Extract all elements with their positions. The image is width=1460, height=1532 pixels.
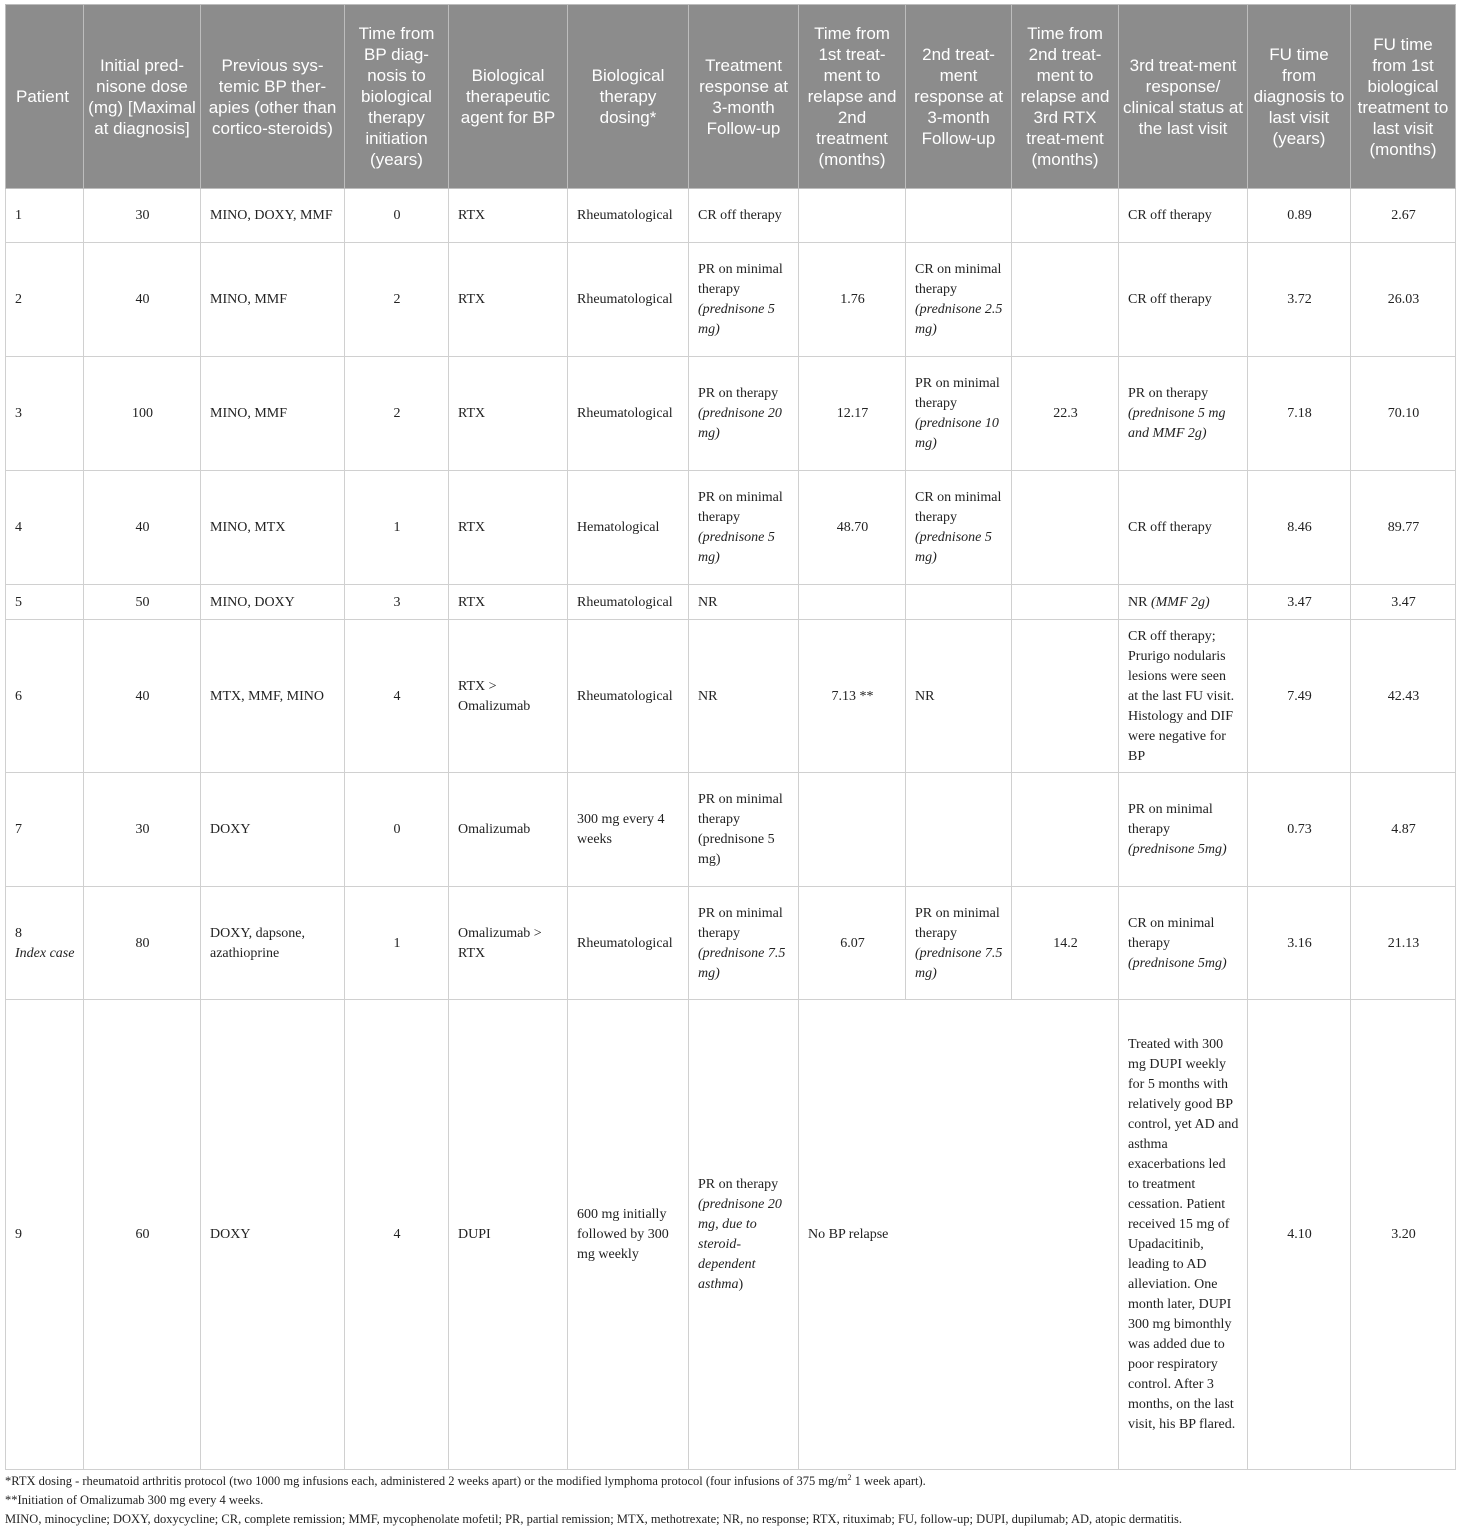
footnote-rtx-dosing: *RTX dosing - rheumatoid arthritis protocol (two 1000 mg infusions each, administered 2 weeks apart) or the modified lymphoma protocol (four infusions of 375 $mg/m^2$ 1 week apart). [5,1472,926,1488]
patient-cell: 5 [6,585,84,620]
table-row [6,620,1456,773]
cell-note: (prednisone 5 mg) [698,302,775,337]
time-to-relapse-1-cell: 7.13 ** [799,620,906,773]
fu-months-cell: 70.10 [1351,357,1456,471]
fu-years-cell: 7.18 [1248,357,1351,471]
table-row [6,471,1456,585]
dose-cell: 30 [84,773,201,887]
dose-cell: 100 [84,357,201,471]
response-last-cell: CR off therapy [1119,189,1248,243]
agent-cell: RTX [449,471,568,585]
fu-months-cell: 21.13 [1351,887,1456,1000]
fu-months-cell: 89.77 [1351,471,1456,585]
table-row [6,773,1456,887]
time-to-relapse-1-cell [799,773,906,887]
previous-therapies-cell: MTX, MMF, MINO [201,620,345,773]
dosing-cell: Hematological [568,471,689,585]
table-row [6,189,1456,243]
agent-cell: Omalizumab [449,773,568,887]
previous-therapies-cell: DOXY [201,773,345,887]
fu-months-cell: 4.87 [1351,773,1456,887]
patient-cell: 3 [6,357,84,471]
dose-cell: 30 [84,189,201,243]
table-row [6,1000,1456,1470]
dosing-cell: Rheumatological [568,357,689,471]
response-last-cell: CR off therapy [1119,243,1248,357]
dose-cell: 40 [84,471,201,585]
fu-years-cell: 0.89 [1248,189,1351,243]
fu-years-cell: 4.10 [1248,1000,1351,1470]
previous-therapies-cell: DOXY, dapsone, azathioprine [201,887,345,1000]
response-2nd-cell: PR on minimal therapy (prednisone 10 mg) [906,357,1012,471]
response-last-cell: CR on minimal therapy (prednisone 5mg) [1119,887,1248,1000]
time-to-relapse-1-cell [799,189,906,243]
response-last-cell: Treated with 300 mg DUPI weekly for 5 months with relatively good BP control, yet AD and asthma exacerbations led to treatment cessation. Patient received 15 mg of Upadacitinib, leading to AD alleviation. One month later, DUPI 300 mg bimonthly was added due to poor respiratory control. After 3 months, on the last visit, his BP flared. [1119,1000,1248,1470]
dosing-cell: Rheumatological [568,243,689,357]
table-body [6,189,1456,1470]
time-to-relapse-2-cell [1012,773,1119,887]
fu-years-cell: 3.72 [1248,243,1351,357]
column-header: Previous sys-temic BP ther-apies (other than cortico-steroids) [201,5,345,189]
time-to-relapse-2-cell: 22.3 [1012,357,1119,471]
time-to-biological-cell: 1 [345,887,449,1000]
footnotes [5,1472,1455,1529]
fu-months-cell: 2.67 [1351,189,1456,243]
cell-note: (prednisone 7.5 mg) [915,945,1003,981]
column-header: Time from BP diag-nosis to biological therapy initiation (years) [345,5,449,189]
fu-years-cell: 3.47 [1248,585,1351,620]
fu-years-cell: 7.49 [1248,620,1351,773]
column-header: Biological therapeutic agent for BP [449,5,568,189]
dose-cell: 50 [84,585,201,620]
response-last-cell: CR off therapy [1119,471,1248,585]
column-header: Initial pred-nisone dose (mg) [Maximal at diagnosis] [84,5,201,189]
time-to-relapse-1-cell: 1.76 [799,243,906,357]
table-row [6,357,1456,471]
time-to-biological-cell: 0 [345,189,449,243]
time-to-relapse-1-cell: 12.17 [799,357,906,471]
time-to-relapse-2-cell [1012,620,1119,773]
table-row [6,243,1456,357]
fu-years-cell: 0.73 [1248,773,1351,887]
table-row [6,887,1456,1000]
column-header: FU time from diagnosis to last visit (years) [1248,5,1351,189]
footnote-abbreviations: MINO, minocycline; DOXY, doxycycline; CR, complete remission; MMF, mycophenolate mofetil; PR, partial remission; MTX, methotrexate; NR, no response; RTX, rituximab; FU, follow-up; DUPI, dupilumab; AD, atopic dermatitis. [5,1512,1183,1526]
column-header: 3rd treat-ment response/ clinical status at the last visit [1119,5,1248,189]
column-header: Treatment response at 3-month Follow-up [689,5,799,189]
cell-note: (MMF 2g) [1150,594,1210,610]
response-2nd-cell: PR on minimal therapy (prednisone 7.5 mg) [906,887,1012,1000]
time-to-relapse-1-cell: 48.70 [799,471,906,585]
dose-cell: 40 [84,620,201,773]
response-2nd-cell: NR [906,620,1012,773]
response-3m-cell: PR on therapy (prednisone 20 mg, due to steroid-dependent asthma) [689,1000,799,1470]
response-3m-cell: CR off therapy [689,189,799,243]
dosing-cell: 600 mg initially followed by 300 mg weekly [568,1000,689,1470]
previous-therapies-cell: MINO, MMF [201,243,345,357]
column-header: 2nd treat-ment response at 3-month Follow-up [906,5,1012,189]
response-2nd-cell [906,773,1012,887]
time-to-biological-cell: 1 [345,471,449,585]
previous-therapies-cell: MINO, DOXY, MMF [201,189,345,243]
response-note: (prednisone 20 mg, due to steroid-dependent asthma [698,1197,782,1292]
response-last-cell: PR on therapy (prednisone 5 mg and MMF 2g) [1119,357,1248,471]
response-3m-cell: NR [689,620,799,773]
patient-cell: 7 [6,773,84,887]
agent-cell: Omalizumab > RTX [449,887,568,1000]
column-header: Biological therapy dosing* [568,5,689,189]
previous-therapies-cell: DOXY [201,1000,345,1470]
column-header: Time from 1st treat-ment to relapse and 2nd treatment (months) [799,5,906,189]
dosing-cell: Rheumatological [568,620,689,773]
response-last-cell: PR on minimal therapy (prednisone 5mg) [1119,773,1248,887]
dosing-cell: Rheumatological [568,585,689,620]
time-to-relapse-2-cell [1012,471,1119,585]
response-last-cell: CR off therapy; Prurigo nodularis lesions were seen at the last FU visit. Histology and DIF were negative for BP [1119,620,1248,773]
fu-months-cell: 3.20 [1351,1000,1456,1470]
fu-years-cell: 8.46 [1248,471,1351,585]
patients-table [5,4,1456,1470]
table-row [6,585,1456,620]
cell-note: (prednisone 2.5 mg) [915,302,1003,337]
agent-cell: RTX > Omalizumab [449,620,568,773]
time-to-biological-cell: 3 [345,585,449,620]
agent-cell: RTX [449,585,568,620]
table-container [5,4,1455,1470]
response-3m-cell: PR on therapy (prednisone 20 mg) [689,357,799,471]
response-3m-cell: NR [689,585,799,620]
time-to-relapse-2-cell: 14.2 [1012,887,1119,1000]
patient-cell: 8 Index case [6,887,84,1000]
response-3m-cell: PR on minimal therapy (prednisone 7.5 mg) [689,887,799,1000]
patient-cell: 4 [6,471,84,585]
previous-therapies-cell: MINO, DOXY [201,585,345,620]
cell-note: Index case [15,945,75,961]
cell-note: (prednisone 5 mg) [915,530,992,565]
time-to-biological-cell: 4 [345,620,449,773]
agent-cell: DUPI [449,1000,568,1470]
cell-note: (prednisone 5 mg) [698,530,775,565]
response-3m-cell: PR on minimal therapy (prednisone 5 mg) [689,243,799,357]
dosing-cell: 300 mg every 4 weeks [568,773,689,887]
dose-cell: 80 [84,887,201,1000]
column-header: FU time from 1st biological treatment to last visit (months) [1351,5,1456,189]
response-2nd-cell [906,585,1012,620]
time-to-biological-cell: 4 [345,1000,449,1470]
time-to-relapse-2-cell [1012,585,1119,620]
previous-therapies-cell: MINO, MMF [201,357,345,471]
agent-cell: RTX [449,189,568,243]
time-to-relapse-2-cell [1012,243,1119,357]
response-3m-cell: PR on minimal therapy (prednisone 5 mg) [689,471,799,585]
column-header: Patient [6,5,84,189]
agent-cell: RTX [449,243,568,357]
cell-note: (prednisone 5mg) [1128,955,1227,971]
time-to-relapse-2-cell [1012,189,1119,243]
time-to-biological-cell: 0 [345,773,449,887]
cell-note: (prednisone 5 mg and MMF 2g) [1128,406,1226,441]
patient-cell: 6 [6,620,84,773]
patient-cell: 2 [6,243,84,357]
agent-cell: RTX [449,357,568,471]
time-to-relapse-1-cell [799,585,906,620]
fu-months-cell: 3.47 [1351,585,1456,620]
cell-note: (prednisone 10 mg) [915,416,999,451]
cell-note: (prednisone 20 mg) [698,406,782,441]
patient-cell: 1 [6,189,84,243]
dose-cell: 60 [84,1000,201,1470]
time-to-biological-cell: 2 [345,357,449,471]
dose-cell: 40 [84,243,201,357]
fu-months-cell: 26.03 [1351,243,1456,357]
header-row [6,5,1456,189]
response-2nd-cell [906,189,1012,243]
column-header: Time from 2nd treat-ment to relapse and 3rd RTX treat-ment (months) [1012,5,1119,189]
response-3m-cell: PR on minimal therapy (prednisone 5 mg) [689,773,799,887]
fu-months-cell: 42.43 [1351,620,1456,773]
relapse-cell: No BP relapse [799,1000,1119,1470]
response-last-cell: NR (MMF 2g) [1119,585,1248,620]
previous-therapies-cell: MINO, MTX [201,471,345,585]
time-to-biological-cell: 2 [345,243,449,357]
patient-cell: 9 [6,1000,84,1470]
cell-note: (prednisone 7.5 mg) [698,945,786,981]
response-2nd-cell: CR on minimal therapy (prednisone 5 mg) [906,471,1012,585]
cell-note: (prednisone 5mg) [1128,842,1227,857]
response-2nd-cell: CR on minimal therapy (prednisone 2.5 mg) [906,243,1012,357]
footnote-omalizumab: **Initiation of Omalizumab 300 mg every 4 weeks. [5,1493,264,1507]
time-to-relapse-1-cell: 6.07 [799,887,906,1000]
dosing-cell: Rheumatological [568,887,689,1000]
dosing-cell: Rheumatological [568,189,689,243]
fu-years-cell: 3.16 [1248,887,1351,1000]
